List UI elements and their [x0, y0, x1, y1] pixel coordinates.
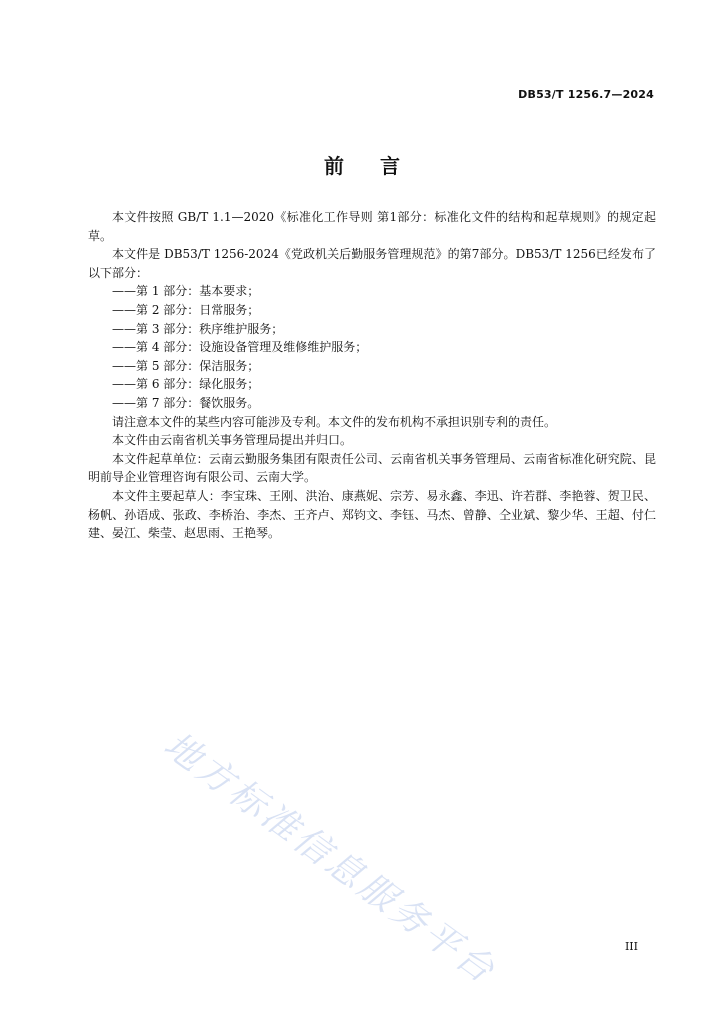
list-item: ——第 4 部分：设施设备管理及维修维护服务； — [112, 340, 368, 355]
watermark: 地方标准信息服务平台 — [156, 724, 504, 993]
paragraph-drafters: 本文件主要起草人：李宝珠、王刚、洪治、康燕妮、宗芳、易永鑫、李迅、许若群、李艳蓉、贺卫民、杨帆、孙语成、张政、李桥治、李杰、王齐卢、郑钧文、李钰、马杰、曾静、仝业斌、黎少华、王超、付仁建、晏江、柴莹、赵思雨、王艳琴。 — [88, 488, 656, 541]
paragraph-proposer: 本文件由云南省机关事务管理局提出并归口。 — [112, 433, 353, 448]
paragraph-part-statement: 本文件是 DB53/T 1256-2024《党政机关后勤服务管理规范》的第7部分。DB53/T 1256已经发布了以下部分： — [88, 247, 656, 280]
list-item: ——第 3 部分：秩序维护服务； — [112, 321, 284, 336]
list-item: ——第 6 部分：绿化服务； — [112, 377, 260, 392]
paragraph-patent-notice: 请注意本文件的某些内容可能涉及专利。本文件的发布机构不承担识别专利的责任。 — [112, 414, 557, 429]
page-number: III — [624, 940, 638, 953]
list-item: ——第 7 部分：餐饮服务。 — [112, 395, 260, 410]
paragraph-drafting-units: 本文件起草单位：云南云勤服务集团有限责任公司、云南省机关事务管理局、云南省标准化研究院、昆明前导企业管理咨询有限公司、云南大学。 — [88, 451, 656, 485]
page-title: 前言 — [324, 154, 436, 178]
paragraph-drafting-rules: 本文件按照 GB/T 1.1—2020《标准化工作导则 第1部分：标准化文件的结构和起草规则》的规定起草。 — [88, 210, 656, 243]
document-code: DB53/T 1256.7—2024 — [518, 88, 654, 101]
list-item: ——第 5 部分：保洁服务； — [112, 358, 260, 373]
document-body — [88, 208, 656, 543]
list-item: ——第 2 部分：日常服务； — [112, 302, 260, 317]
list-item: ——第 1 部分：基本要求； — [112, 284, 260, 299]
